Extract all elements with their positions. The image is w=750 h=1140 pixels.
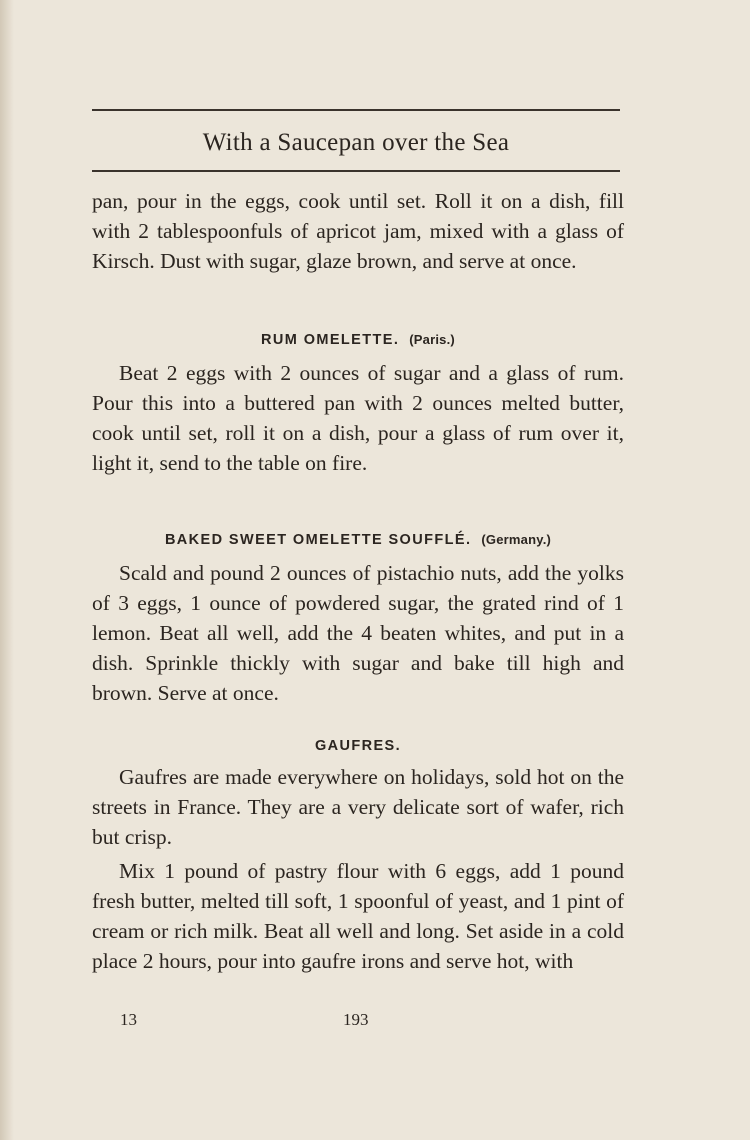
- recipe-heading-rum-omelette: [92, 330, 624, 350]
- recipe-place: (Paris.): [409, 332, 455, 347]
- recipe-place: (Germany.): [481, 532, 552, 547]
- recipe-heading-omelette-souffle: [92, 530, 624, 550]
- continuation-paragraph: pan, pour in the eggs, cook until set. Roll it on a dish, fill with 2 tablespoonfuls of apricot jam, mixed with a glass of Kirsch. Dust with sugar, glaze brown, and serve at once.: [92, 189, 624, 273]
- recipe-title: RUM OMELETTE.: [261, 332, 400, 348]
- running-head: With a Saucepan over the Sea: [202, 129, 510, 156]
- page-number: 193: [343, 1010, 369, 1029]
- recipe-title: BAKED SWEET OMELETTE SOUFFLÉ.: [164, 532, 472, 548]
- recipe-title: GAUFRES.: [314, 738, 402, 754]
- recipe-body-rum-omelette: [92, 358, 624, 478]
- header-rule-top: [92, 109, 620, 111]
- recipe-paragraph: Mix 1 pound of pastry flour with 6 eggs, add 1 pound fresh butter, melted till soft, 1 spoonful of yeast, and 1 pint of cream or rich milk. Beat all well and long. Set aside in a cold place 2 hours, pour into gaufre irons and serve hot, with: [92, 859, 624, 973]
- recipe-body-gaufres: [92, 762, 624, 976]
- recipe-body-omelette-souffle: [92, 558, 624, 708]
- signature-mark: 13: [120, 1010, 137, 1029]
- recipe-paragraph: Scald and pound 2 ounces of pistachio nuts, add the yolks of 3 eggs, 1 ounce of powdered sugar, the grated rind of 1 lemon. Beat all well, add the 4 beaten whites, and put in a dish. Sprinkle thickly with sugar and bake till high and brown. Serve at once.: [92, 561, 624, 705]
- recipe-paragraph: Beat 2 eggs with 2 ounces of sugar and a glass of rum. Pour this into a buttered pan with 2 ounces melted butter, cook until set, roll it on a dish, pour a glass of rum over it, light it, send to the table on fire.: [92, 361, 624, 475]
- recipe-heading-gaufres: [92, 736, 624, 756]
- header-rule-bottom: [92, 170, 620, 172]
- recipe-paragraph: Gaufres are made everywhere on holidays, sold hot on the streets in France. They are a very delicate sort of wafer, rich but crisp.: [92, 765, 624, 849]
- continuation-block: [92, 186, 624, 276]
